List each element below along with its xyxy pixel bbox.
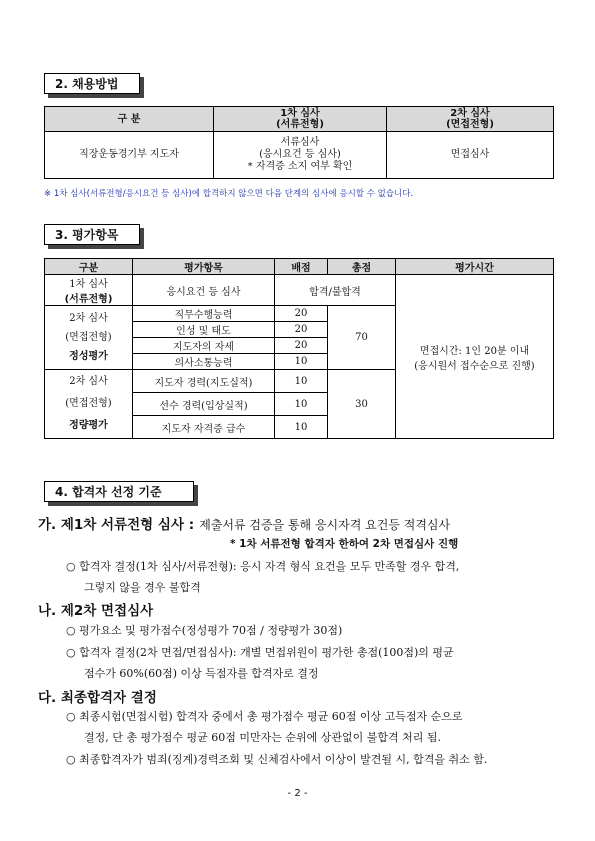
table-row: 20 bbox=[275, 306, 328, 322]
col-score: 배점 bbox=[275, 259, 328, 275]
criteria-b-item2: ○ 합격자 결정(2차 면접/면접심사): 개별 면접위원이 평가한 총점(100점)의 평균 bbox=[66, 646, 454, 659]
col-stage2: 2차 심사 (면접전형) bbox=[387, 107, 554, 132]
table-row: 지도자 경력(지도실적) bbox=[133, 370, 275, 393]
criteria-a bbox=[38, 513, 450, 533]
col-item: 평가항목 bbox=[133, 259, 275, 275]
col-group: 구분 bbox=[45, 259, 133, 275]
table-row: 10 bbox=[275, 416, 328, 439]
table-row: 20 bbox=[275, 338, 328, 354]
table-row: 지도자의 자세 bbox=[133, 338, 275, 354]
stage-note: ※ 1차 심사(서류전형/응시요건 등 심사)에 합격하지 않으면 다음 단계의 심사에 응시할 수 없습니다. bbox=[44, 189, 414, 199]
stage1-cell: 서류심사 (응시요건 등 심사) * 자격증 소지 여부 확인 bbox=[214, 132, 387, 179]
table-row: 응시요건 등 심사 bbox=[133, 275, 275, 306]
criteria-a-text: 제출서류 검증을 통해 응시자격 요건등 적격심사 bbox=[199, 518, 451, 532]
criteria-b-item2-cont: 점수가 60%(60점) 이상 득점자를 합격자로 결정 bbox=[84, 667, 319, 680]
role-cell: 직장운동경기부 지도자 bbox=[45, 132, 214, 179]
table-row: 지도자 자격증 급수 bbox=[133, 416, 275, 439]
criteria-c-item1-cont: 결정, 단 총 평가점수 평균 60점 미만자는 순위에 상관없이 불합격 처리 됨. bbox=[84, 731, 441, 744]
stage2-cell: 면접심사 bbox=[387, 132, 554, 179]
criteria-c-item1: ○ 최종시험(면접시험) 합격자 중에서 총 평가점수 평균 60점 이상 고득점자 순으로 bbox=[66, 710, 463, 723]
criteria-a-heading: 가. 제1차 서류전형 심사 : bbox=[38, 517, 195, 533]
table-row: 20 bbox=[275, 322, 328, 338]
col-stage1: 1차 심사 (서류전형) bbox=[214, 107, 387, 132]
col-total: 총점 bbox=[328, 259, 396, 275]
criteria-a-item1-cont: 그렇지 않을 경우 불합격 bbox=[84, 581, 201, 594]
section-3-heading: 3. 평가항목 bbox=[44, 224, 140, 245]
table-row: 선수 경력(입상실적) bbox=[133, 393, 275, 416]
section-4-heading: 4. 합격자 선정 기준 bbox=[44, 481, 194, 502]
section-2-heading: 2. 채용방법 bbox=[44, 73, 140, 94]
qualitative-total: 70 bbox=[328, 306, 396, 370]
recruitment-method-table bbox=[44, 106, 554, 179]
quantitative-group: 2차 심사 (면접전형) 정량평가 bbox=[45, 370, 133, 439]
criteria-a-note: * 1차 서류전형 합격자 한하여 2차 면접심사 진행 bbox=[230, 538, 459, 550]
table-row: 10 bbox=[275, 393, 328, 416]
criteria-b-item1: ○ 평가요소 및 평가점수(정성평가 70점 / 정량평가 30점) bbox=[66, 624, 343, 637]
stage1-group: 1차 심사 (서류전형) bbox=[45, 275, 133, 306]
table-row: 직무수행능력 bbox=[133, 306, 275, 322]
qualitative-group: 2차 심사 (면접전형) 정성평가 bbox=[45, 306, 133, 370]
pass-fail-cell: 합격/불합격 bbox=[275, 275, 396, 306]
col-category: 구 분 bbox=[45, 107, 214, 132]
time-cell: 면접시간: 1인 20분 이내 (응시원서 접수순으로 진행) bbox=[396, 275, 554, 439]
criteria-c-heading: 다. 최종합격자 결정 bbox=[38, 690, 157, 706]
table-row: 의사소통능력 bbox=[133, 354, 275, 370]
table-row: 인성 및 태도 bbox=[133, 322, 275, 338]
criteria-c-item2: ○ 최종합격자가 범죄(징계)경력조회 및 신체검사에서 이상이 발견될 시, 합격을 취소 함. bbox=[66, 753, 488, 766]
criteria-b-heading: 나. 제2차 면접심사 bbox=[38, 603, 154, 619]
quantitative-total: 30 bbox=[328, 370, 396, 439]
page-number: - 2 - bbox=[287, 788, 308, 799]
table-row: 10 bbox=[275, 354, 328, 370]
criteria-a-item1: ○ 합격자 결정(1차 심사/서류전형): 응시 자격 형식 요건을 모두 만족할 경우 합격, bbox=[66, 560, 460, 573]
evaluation-table bbox=[44, 258, 554, 439]
col-time: 평가시간 bbox=[396, 259, 554, 275]
table-row: 10 bbox=[275, 370, 328, 393]
